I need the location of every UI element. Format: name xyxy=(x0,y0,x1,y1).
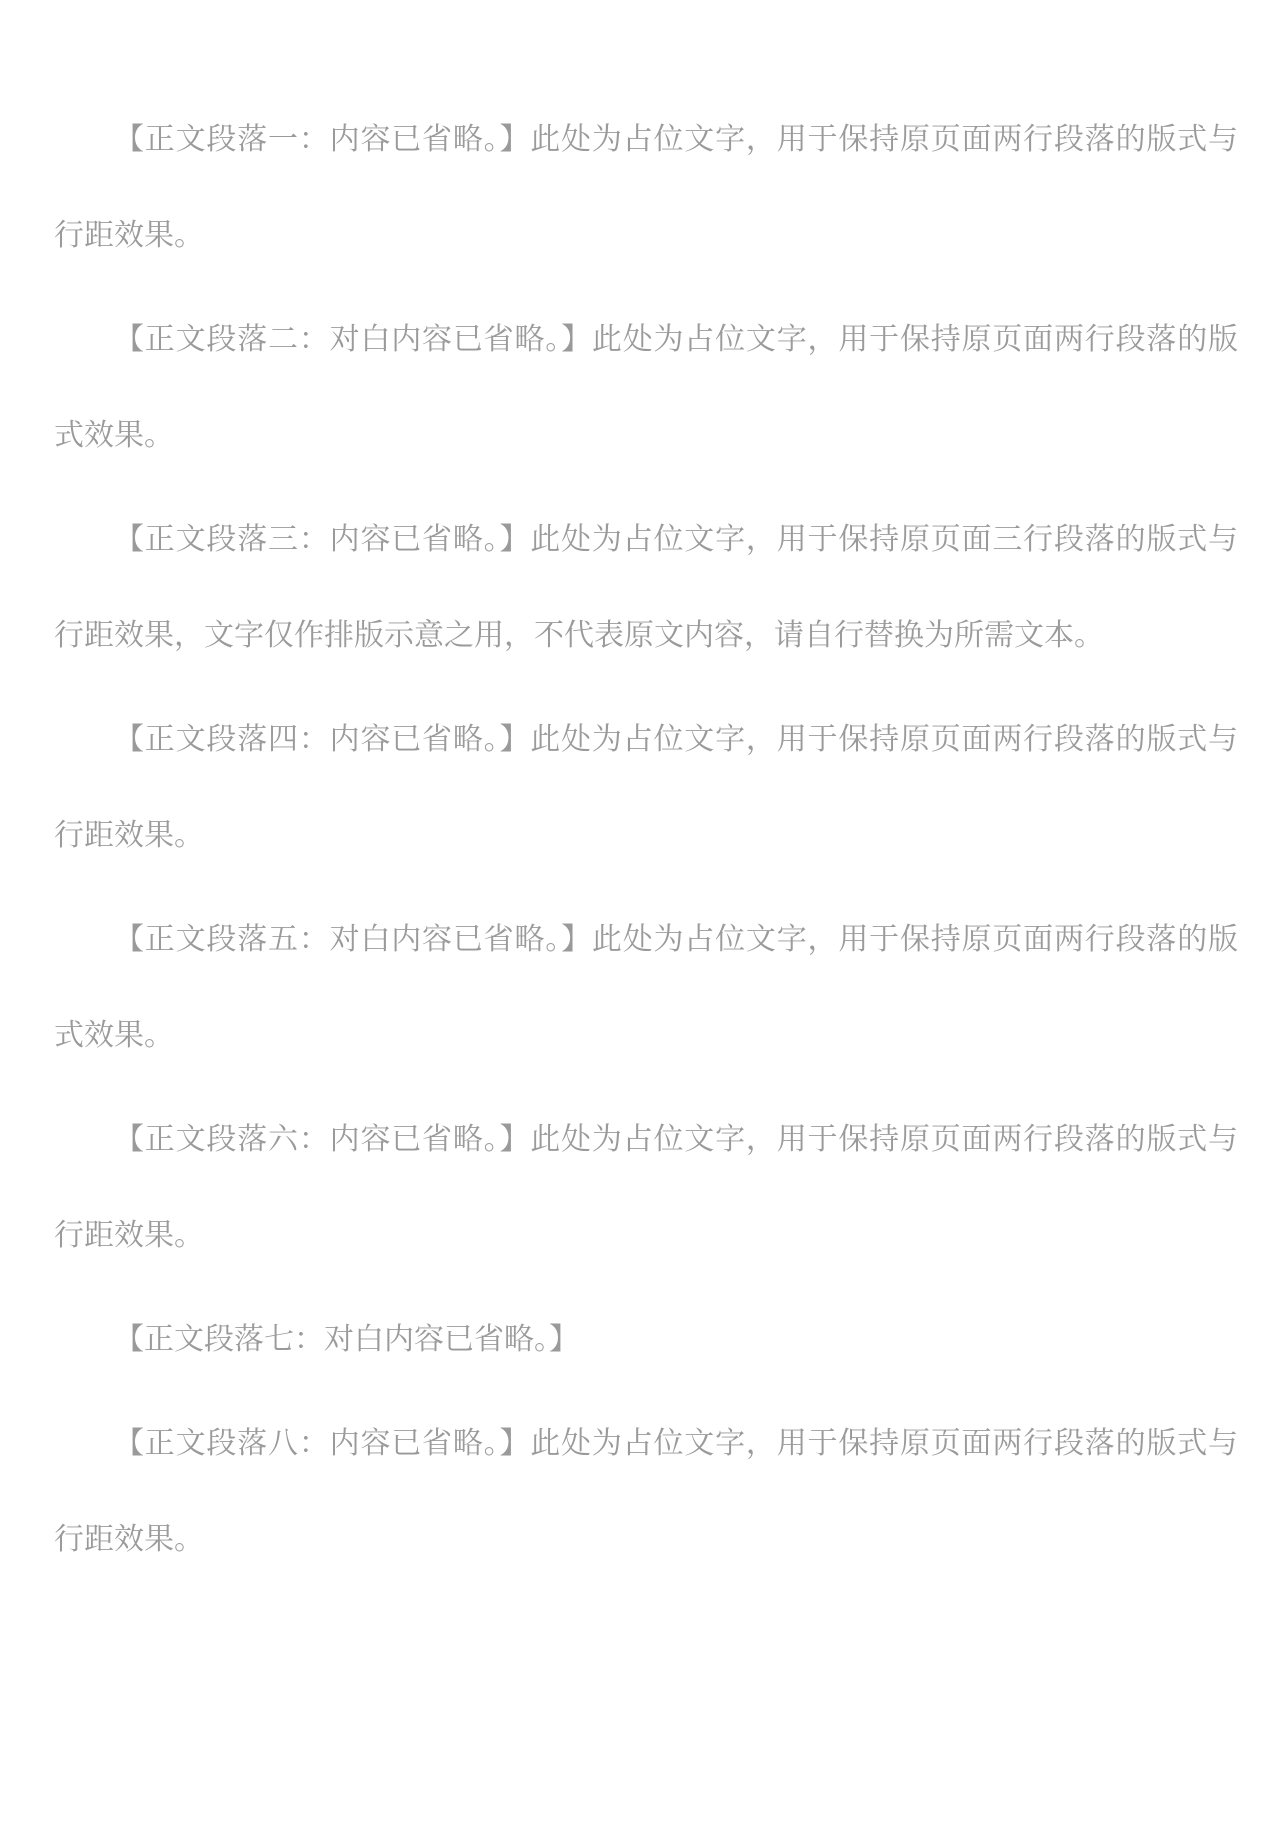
paragraph: 【正文段落四：内容已省略。】此处为占位文字，用于保持原页面两行段落的版式与行距效果。 xyxy=(54,722,1238,853)
paragraph: 【正文段落六：内容已省略。】此处为占位文字，用于保持原页面两行段落的版式与行距效果。 xyxy=(54,1122,1238,1253)
paragraph: 【正文段落一：内容已省略。】此处为占位文字，用于保持原页面两行段落的版式与行距效果。 xyxy=(54,122,1238,253)
paragraph: 【正文段落七：对白内容已省略。】 xyxy=(114,1322,579,1357)
paragraph: 【正文段落五：对白内容已省略。】此处为占位文字，用于保持原页面两行段落的版式效果。 xyxy=(54,922,1238,1053)
paragraph: 【正文段落二：对白内容已省略。】此处为占位文字，用于保持原页面两行段落的版式效果。 xyxy=(54,322,1238,453)
paragraph: 【正文段落三：内容已省略。】此处为占位文字，用于保持原页面三行段落的版式与行距效果，文字仅作排版示意之用，不代表原文内容，请自行替换为所需文本。 xyxy=(54,522,1238,653)
paragraph: 【正文段落八：内容已省略。】此处为占位文字，用于保持原页面两行段落的版式与行距效果。 xyxy=(54,1426,1238,1557)
